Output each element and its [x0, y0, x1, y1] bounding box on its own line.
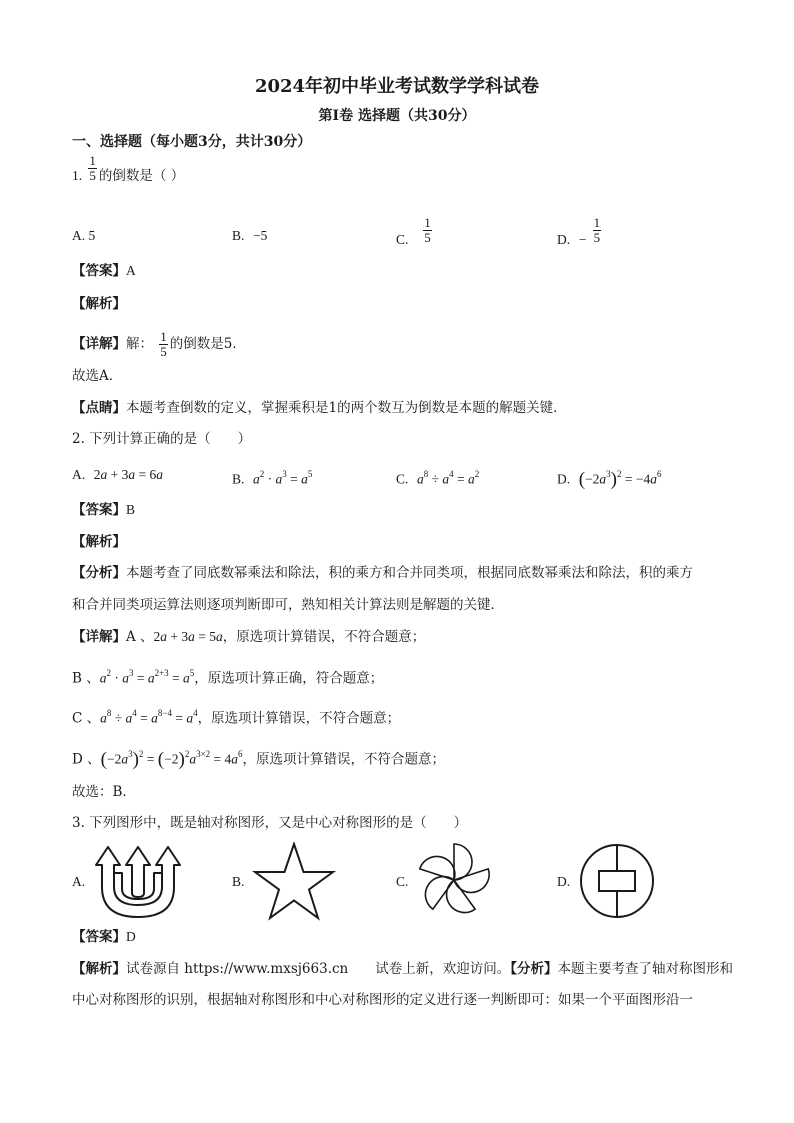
q2-option-d: D. $(-2a^3)^2 = -4a^6$ — [557, 468, 662, 490]
pinwheel-figure — [414, 840, 494, 920]
q1-fraction: $\frac{1}{5}$ — [89, 153, 96, 183]
page-title: 2024年初中毕业考试数学学科试卷 — [254, 76, 540, 97]
q2-option-b: B. $a^2 \cdot a^3 = a^5$ — [232, 469, 313, 487]
q1-option-c: C. $\frac{1}{5}$ — [396, 215, 431, 247]
q2-analysis-label: 【解析】 — [72, 534, 126, 550]
q3-analysis-line1: 【解析】试卷源自 https://www.mxsj663.cn 试卷上新，欢迎访问。【分析】本题主要考查了轴对称图形和 — [72, 961, 733, 977]
q1-option-c-fraction: $\frac{1}{5}$ — [424, 215, 431, 245]
coin-figure — [578, 842, 656, 920]
q2-detail-d: D 、$(-2a^3)^2 = (-2)^2a^{3\times 2} = 4a^6$，原选项计算错误，不符合题意； — [72, 748, 446, 770]
q2-detail-c: C 、$a^8 \div a^4 = a^{8-4} = a^4$，原选项计算错误，不符合题意； — [72, 708, 401, 727]
q2-option-a: A. 2a + 3a = 6a — [72, 467, 163, 482]
q3-option-a-label: A. — [72, 874, 86, 889]
page-subtitle: 第Ⅰ卷 选择题（共30分） — [318, 108, 476, 124]
q2-answer: 【答案】B — [72, 502, 136, 518]
section-heading: 一、选择题（每小题3分，共计30分） — [72, 134, 312, 150]
q2-stem: 2. 下列计算正确的是（ ） — [72, 431, 252, 447]
q1-analysis-label: 【解析】 — [72, 296, 126, 312]
q2-conclusion: 故选：B． — [72, 784, 136, 800]
q3-analysis-line2: 中心对称图形的识别，根据轴对称图形和中心对称图形的定义进行逐一判断即可：如果一个平面图形沿一 — [72, 992, 693, 1008]
q3-option-d-label: D. — [557, 874, 571, 889]
q1-detail: 【详解】解： $\frac{1}{5}$ 的倒数是5． — [72, 329, 246, 359]
q2-analysis-line2: 和合并同类项运算法则逐项判断即可，熟知相关计算法则是解题的关键． — [72, 597, 504, 613]
q3-option-c-label: C. — [396, 874, 409, 889]
q2-detail-b: B 、$a^2 \cdot a^3 = a^{2+3} = a^5$，原选项计算正确，符合题意； — [72, 668, 384, 687]
q3-answer: 【答案】D — [72, 929, 136, 945]
q1-answer: 【答案】A — [72, 263, 136, 279]
q1-conclusion: 故选A． — [72, 368, 123, 384]
star-figure — [252, 842, 336, 922]
three-arrows-figure — [88, 843, 188, 919]
q2-detail-a: 【详解】A 、2a + 3a = 5a，原选项计算错误，不符合题意； — [72, 629, 426, 645]
q1-detail-fraction: $\frac{1}{5}$ — [160, 329, 167, 359]
q1-stem: 1. $\frac{1}{5}$ 的倒数是（ ） — [72, 153, 185, 184]
q1-option-d: D. − $\frac{1}{5}$ — [557, 215, 601, 247]
q1-option-a: A. 5 — [72, 228, 96, 243]
q1-option-d-fraction: $\frac{1}{5}$ — [593, 215, 601, 245]
q2-option-c: C. $a^8 \div a^4 = a^2$ — [396, 469, 480, 487]
source-note: 试卷源自 https://www.mxsj663.cn 试卷上新，欢迎访问。 — [126, 961, 511, 977]
q3-option-b-label: B. — [232, 874, 245, 889]
q3-stem: 3. 下列图形中，既是轴对称图形，又是中心对称图形的是（ ） — [72, 815, 468, 831]
q1-review: 【点睛】本题考查倒数的定义，掌握乘积是1的两个数互为倒数是本题的解题关键． — [72, 400, 567, 416]
q2-analysis-line1: 【分析】本题考查了同底数幂乘法和除法，积的乘方和合并同类项，根据同底数幂乘法和除法，积的乘方 — [72, 565, 693, 581]
q1-option-b: B. −5 — [232, 228, 268, 243]
